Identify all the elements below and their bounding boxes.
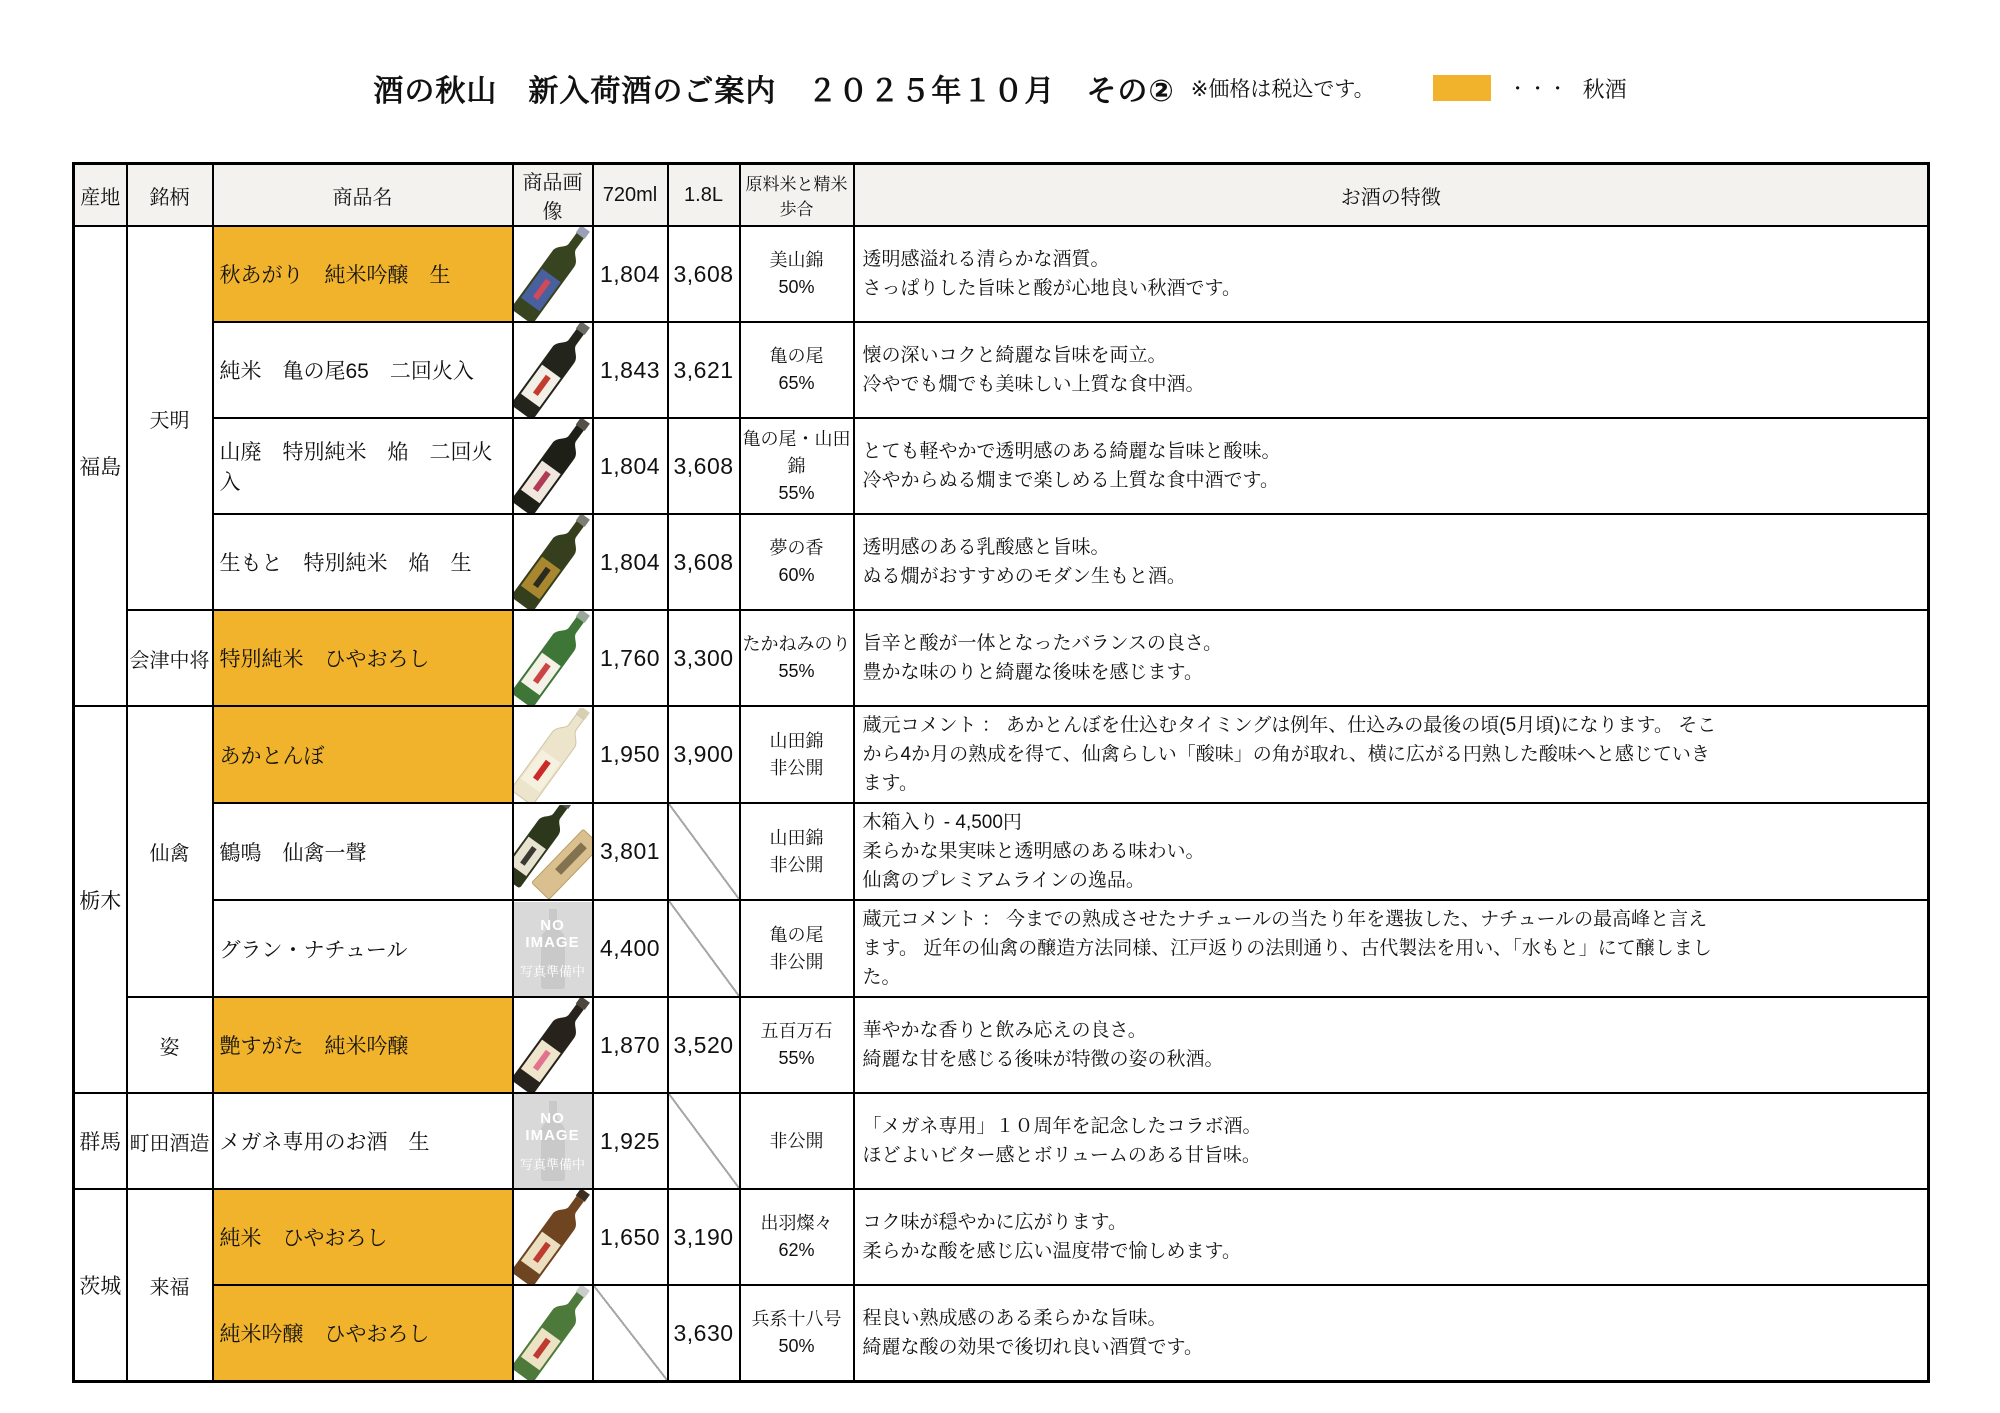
rice-line: 55% [778, 661, 815, 681]
price-720ml-cell: 1,925 [593, 1093, 668, 1189]
feature-line: ぬる燗がおすすめのモダン生もと酒。 [862, 566, 1186, 587]
product-name-cell: 純米 ひやおろし [213, 1189, 513, 1285]
rice-line: 出羽燦々 [760, 1213, 833, 1233]
product-name-cell: あかとんぼ [213, 706, 513, 803]
price-1800ml-cell: 3,900 [668, 706, 740, 803]
rice-line: 50% [778, 277, 815, 297]
bottle-photo-icon [514, 227, 592, 321]
table-row [74, 514, 1929, 610]
feature-line: 蔵元コメント ： あかとんぼを仕込むタイミングは例年、仕込みの最後の頃(5月頃)になります。 そこから4か月の熟成を得て、仙禽らしい「酸味」の角が取れ、横に広がる円熟した酸味へと感じていきます。 [862, 715, 1717, 794]
features-cell [854, 610, 1929, 706]
rice-line: 美山錦 [769, 250, 824, 270]
rice-cell [740, 1093, 854, 1189]
product-name-cell: メガネ専用のお酒 生 [213, 1093, 513, 1189]
region-cell: 栃木 [74, 706, 127, 1093]
product-image-cell [513, 706, 593, 803]
rice-line: 非公開 [769, 757, 824, 778]
rice-line: 山田錦 [769, 730, 824, 751]
feature-line: とても軽やかで透明感のある綺麗な旨味と酸味。 [862, 441, 1281, 462]
features-cell [854, 997, 1929, 1093]
bottle-photo-icon [514, 515, 592, 609]
feature-line: 華やかな香りと飲み応えの良さ。 [862, 1020, 1147, 1041]
brand-cell: 天明 [127, 226, 213, 610]
rice-line: 夢の香 [769, 538, 824, 558]
features-cell [854, 514, 1929, 610]
price-1800ml-cell: 3,621 [668, 322, 740, 418]
price-720ml-cell: 4,400 [593, 900, 668, 997]
price-1800ml-cell: 3,608 [668, 226, 740, 322]
rice-line: 山田錦 [769, 827, 824, 848]
table-row [74, 1285, 1929, 1382]
page-title: 酒の秋山 新入荷酒のご案内 ２０２５年１０月 その② [373, 75, 1175, 108]
features-cell [854, 900, 1929, 997]
table-row [74, 322, 1929, 418]
sake-table [72, 162, 1930, 1383]
product-name-cell: 秋あがり 純米吟醸 生 [213, 226, 513, 322]
autumn-sake-legend-swatch [1433, 75, 1491, 101]
product-image-cell [513, 610, 593, 706]
feature-line: 懐の深いコクと綺麗な旨味を両立。 [862, 345, 1167, 366]
rice-line: 60% [778, 565, 815, 585]
price-1800ml-cell: 3,300 [668, 610, 740, 706]
no-image-box [514, 902, 592, 996]
table-row [74, 1189, 1929, 1285]
features-cell [854, 322, 1929, 418]
no-image-placeholder [514, 1094, 592, 1188]
col-header-brand: 銘柄 [127, 164, 213, 227]
price-720ml-cell: 1,804 [593, 418, 668, 514]
col-header-features: お酒の特徴 [854, 164, 1929, 227]
product-name-cell: 純米吟醸 ひやおろし [213, 1285, 513, 1382]
price-1800ml-cell: 3,630 [668, 1285, 740, 1382]
table-row [74, 226, 1929, 322]
product-image-cell [513, 997, 593, 1093]
price-1800ml-cell: 3,520 [668, 997, 740, 1093]
table-header-row [74, 164, 1929, 227]
price-1800ml-cell: 3,608 [668, 418, 740, 514]
table-row [74, 803, 1929, 900]
rice-line: たかねみのり [742, 634, 851, 654]
product-name-cell: 生もと 特別純米 焔 生 [213, 514, 513, 610]
tax-note: ※価格は税込です。 [1190, 78, 1375, 101]
product-image-cell [513, 900, 593, 997]
features-cell [854, 706, 1929, 803]
features-cell [854, 803, 1929, 900]
price-1800ml-cell [668, 1093, 740, 1189]
feature-line: 旨辛と酸が一体となったバランスの良さ。 [862, 633, 1223, 654]
no-image-sublabel: 写真準備中 [519, 1156, 585, 1172]
bottle-photo-icon [514, 805, 592, 899]
rice-line: 五百万石 [760, 1021, 833, 1041]
rice-line: 亀の尾 [769, 924, 824, 945]
features-cell [854, 1093, 1929, 1189]
feature-line: 冷やからぬる燗まで楽しめる上質な食中酒です。 [862, 470, 1279, 491]
price-1800ml-cell [668, 803, 740, 900]
legend-dots: ・・・ [1508, 79, 1569, 99]
price-720ml-cell: 1,870 [593, 997, 668, 1093]
feature-line: コク味が穏やかに広がります。 [862, 1212, 1127, 1233]
rice-line: 兵系十八号 [751, 1309, 842, 1329]
rice-cell [740, 706, 854, 803]
product-name-cell: 艶すがた 純米吟醸 [213, 997, 513, 1093]
rice-line: 62% [778, 1240, 815, 1260]
feature-line: 透明感溢れる清らかな酒質。 [862, 249, 1110, 270]
product-name-cell: 純米 亀の尾65 二回火入 [213, 322, 513, 418]
price-1800ml-cell: 3,190 [668, 1189, 740, 1285]
price-720ml-cell: 1,760 [593, 610, 668, 706]
price-720ml-cell: 1,804 [593, 226, 668, 322]
price-720ml-cell [593, 1285, 668, 1382]
rice-cell [740, 322, 854, 418]
feature-line: 程良い熟成感のある柔らかな旨味。 [862, 1308, 1167, 1329]
no-image-label: NO IMAGE [525, 1109, 580, 1144]
bottle-photo-icon [514, 1286, 592, 1380]
rice-cell [740, 803, 854, 900]
rice-line: 亀の尾・山田錦 [742, 428, 851, 476]
price-720ml-cell: 3,801 [593, 803, 668, 900]
no-image-label: NO IMAGE [525, 917, 580, 951]
feature-line: さっぱりした旨味と酸が心地良い秋酒です。 [862, 278, 1241, 299]
price-1800ml-cell: 3,608 [668, 514, 740, 610]
brand-cell: 姿 [127, 997, 213, 1093]
table-row [74, 706, 1929, 803]
feature-line: 透明感のある乳酸感と旨味。 [862, 537, 1110, 558]
col-header-720ml: 720ml [593, 164, 668, 227]
brand-cell: 来福 [127, 1189, 213, 1382]
rice-line: 50% [778, 1336, 815, 1356]
product-name-cell: 特別純米 ひやおろし [213, 610, 513, 706]
rice-cell [740, 1285, 854, 1382]
rice-cell [740, 900, 854, 997]
rice-line: 非公開 [769, 1130, 824, 1151]
features-cell [854, 1285, 1929, 1382]
no-image-box [514, 1094, 592, 1188]
features-cell [854, 1189, 1929, 1285]
region-cell: 群馬 [74, 1093, 127, 1189]
table-body [74, 226, 1929, 1382]
rice-cell [740, 997, 854, 1093]
title-bar [0, 66, 2000, 110]
product-image-cell [513, 514, 593, 610]
product-image-cell [513, 803, 593, 900]
product-name-cell: グラン・ナチュール [213, 900, 513, 997]
table-row [74, 997, 1929, 1093]
price-720ml-cell: 1,843 [593, 322, 668, 418]
col-header-product-image: 商品画像 [513, 164, 593, 227]
table-row [74, 900, 1929, 997]
feature-line: 蔵元コメント ： 今までの熟成させたナチュールの当たり年を選抜した、ナチュールの最高峰と言えます。 近年の仙禽の醸造方法同様、江戸返りの法則通り、古代製法を用い、「水もと」にて醸しました。 [862, 909, 1712, 988]
feature-line: 冷やでも燗でも美味しい上質な食中酒。 [862, 374, 1205, 395]
table-row [74, 418, 1929, 514]
feature-line: 木箱入り - 4,500円 [862, 812, 1022, 833]
bottle-photo-icon [514, 419, 592, 513]
autumn-sake-legend-label: 秋酒 [1582, 76, 1627, 102]
bottle-photo-icon [514, 1190, 592, 1284]
rice-cell [740, 418, 854, 514]
feature-line: 綺麗な酸の効果で後切れ良い酒質です。 [862, 1337, 1203, 1358]
rice-line: 55% [778, 482, 815, 503]
feature-line: 柔らかな果実味と透明感のある味わい。 [862, 841, 1205, 862]
rice-cell [740, 610, 854, 706]
rice-line: 亀の尾 [769, 346, 824, 366]
rice-cell [740, 514, 854, 610]
rice-line: 65% [778, 373, 815, 393]
brand-cell: 会津中将 [127, 610, 213, 706]
features-cell [854, 226, 1929, 322]
bottle-photo-icon [514, 611, 592, 705]
price-1800ml-cell [668, 900, 740, 997]
rice-line: 非公開 [769, 854, 824, 875]
table-row [74, 610, 1929, 706]
bottle-photo-icon [514, 323, 592, 417]
price-720ml-cell: 1,804 [593, 514, 668, 610]
product-name-cell: 山廃 特別純米 焔 二回火入 [213, 418, 513, 514]
feature-line: 柔らかな酸を感じ広い温度帯で愉しめます。 [862, 1241, 1241, 1262]
rice-line: 55% [778, 1048, 815, 1068]
feature-line: ほどよいビター感とボリュームのある甘旨味。 [862, 1145, 1261, 1166]
product-name-cell: 鶴鳴 仙禽一聲 [213, 803, 513, 900]
rice-cell [740, 226, 854, 322]
price-720ml-cell: 1,950 [593, 706, 668, 803]
col-header-1-8l: 1.8L [668, 164, 740, 227]
feature-line: 綺麗な甘を感じる後味が特徴の姿の秋酒。 [862, 1049, 1224, 1070]
price-720ml-cell: 1,650 [593, 1189, 668, 1285]
table-row [74, 1093, 1929, 1189]
no-image-placeholder [514, 902, 592, 996]
rice-line: 非公開 [769, 951, 824, 972]
col-header-product-name: 商品名 [213, 164, 513, 227]
bottle-photo-icon [514, 708, 592, 802]
product-image-cell [513, 1189, 593, 1285]
feature-line: 「メガネ専用」１０周年を記念したコラボ酒。 [862, 1116, 1262, 1137]
feature-line: 豊かな味のりと綺麗な後味を感じます。 [862, 662, 1203, 683]
col-header-rice-polish: 原料米と精米歩合 [740, 164, 854, 227]
feature-line: 仙禽のプレミアムラインの逸品。 [862, 870, 1145, 891]
brand-cell: 仙禽 [127, 706, 213, 997]
product-image-cell [513, 418, 593, 514]
product-image-cell [513, 1093, 593, 1189]
region-cell: 福島 [74, 226, 127, 706]
rice-cell [740, 1189, 854, 1285]
no-image-sublabel: 写真準備中 [519, 964, 585, 979]
product-image-cell [513, 1285, 593, 1382]
brand-cell: 町田酒造 [127, 1093, 213, 1189]
col-header-origin: 産地 [74, 164, 127, 227]
product-image-cell [513, 226, 593, 322]
features-cell [854, 418, 1929, 514]
product-image-cell [513, 322, 593, 418]
bottle-photo-icon [514, 998, 592, 1092]
region-cell: 茨城 [74, 1189, 127, 1382]
